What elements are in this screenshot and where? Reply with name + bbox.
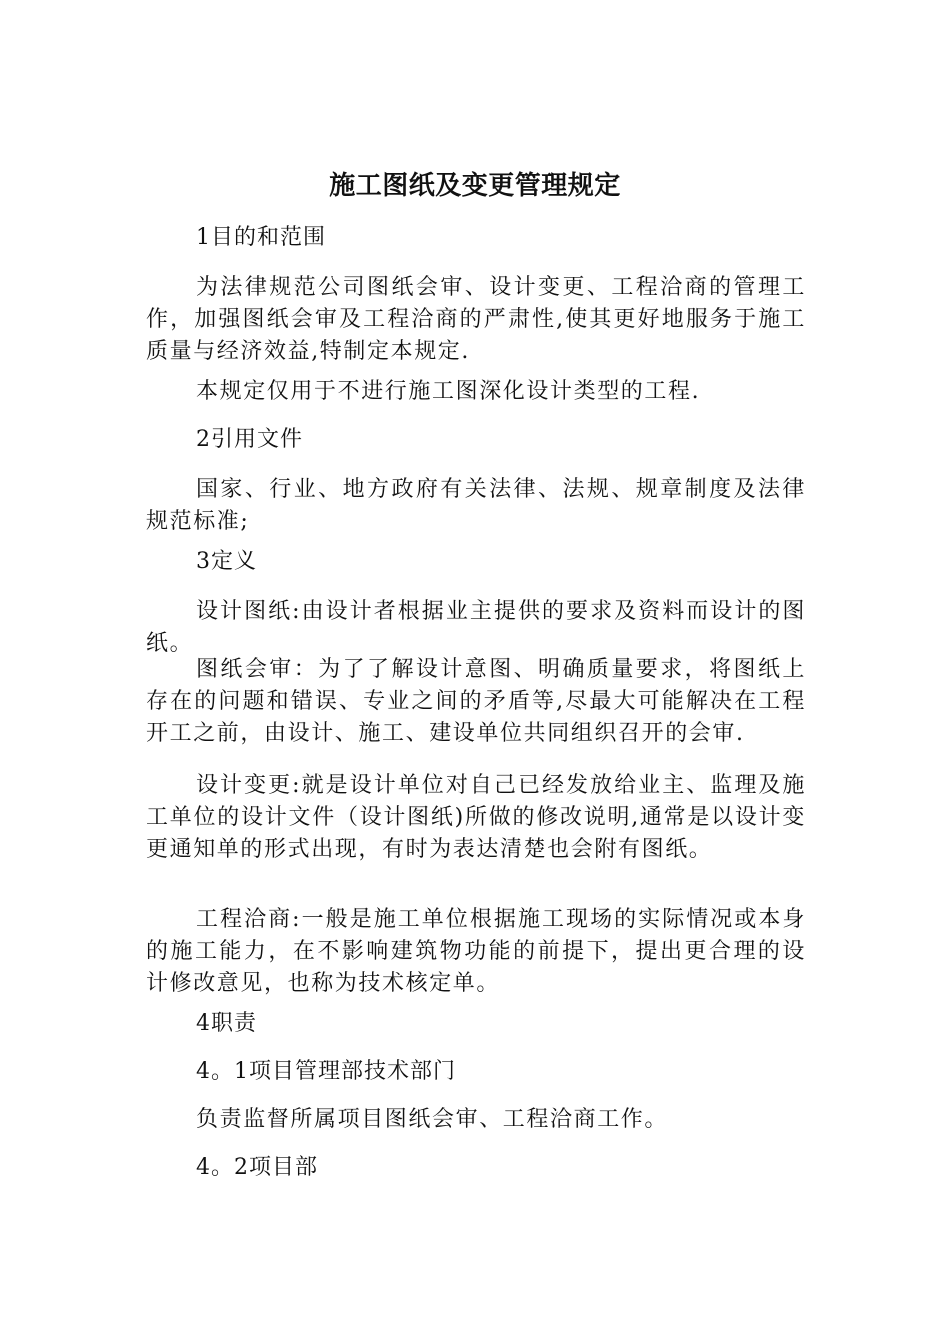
paragraph-drawing-review: 图纸会审：为了了解设计意图、明确质量要求，将图纸上存在的问题和错误、专业之间的矛盾等,尽最大可能解决在工程开工之前，由设计、施工、建设单位共同组织召开的会审.	[146, 657, 806, 746]
subsection-heading-project-dept: 4。2项目部	[196, 1155, 318, 1180]
paragraph-scope: 本规定仅用于不进行施工图深化设计类型的工程.	[196, 379, 701, 404]
paragraph-design-drawings: 设计图纸:由设计者根据业主提供的要求及资料而设计的图纸。	[146, 599, 806, 656]
paragraph-engineering-negotiation: 工程洽商:一般是施工单位根据施工现场的实际情况或本身的施工能力，在不影响建筑物功能的前提下，提出更合理的设计修改意见，也称为技术核定单。	[146, 907, 806, 996]
paragraph-references: 国家、行业、地方政府有关法律、法规、规章制度及法律规范标准;	[146, 477, 806, 534]
paragraph-purpose: 为法律规范公司图纸会审、设计变更、工程洽商的管理工作，加强图纸会审及工程洽商的严肃性,使其更好地服务于施工质量与经济效益,特制定本规定.	[146, 275, 806, 364]
section-heading-purpose: 1目的和范围	[196, 225, 326, 250]
section-heading-responsibilities: 4职责	[196, 1011, 257, 1036]
section-heading-references: 2引用文件	[196, 427, 303, 452]
paragraph-design-change: 设计变更:就是设计单位对自己已经发放给业主、监理及施工单位的设计文件（设计图纸)所做的修改说明,通常是以设计变更通知单的形式出现，有时为表达清楚也会附有图纸。	[146, 773, 806, 862]
paragraph-technical-dept: 负责监督所属项目图纸会审、工程洽商工作。	[196, 1107, 669, 1132]
subsection-heading-technical-dept: 4。1项目管理部技术部门	[196, 1059, 456, 1084]
document-title: 施工图纸及变更管理规定	[329, 171, 621, 201]
section-heading-definitions: 3定义	[196, 549, 257, 574]
